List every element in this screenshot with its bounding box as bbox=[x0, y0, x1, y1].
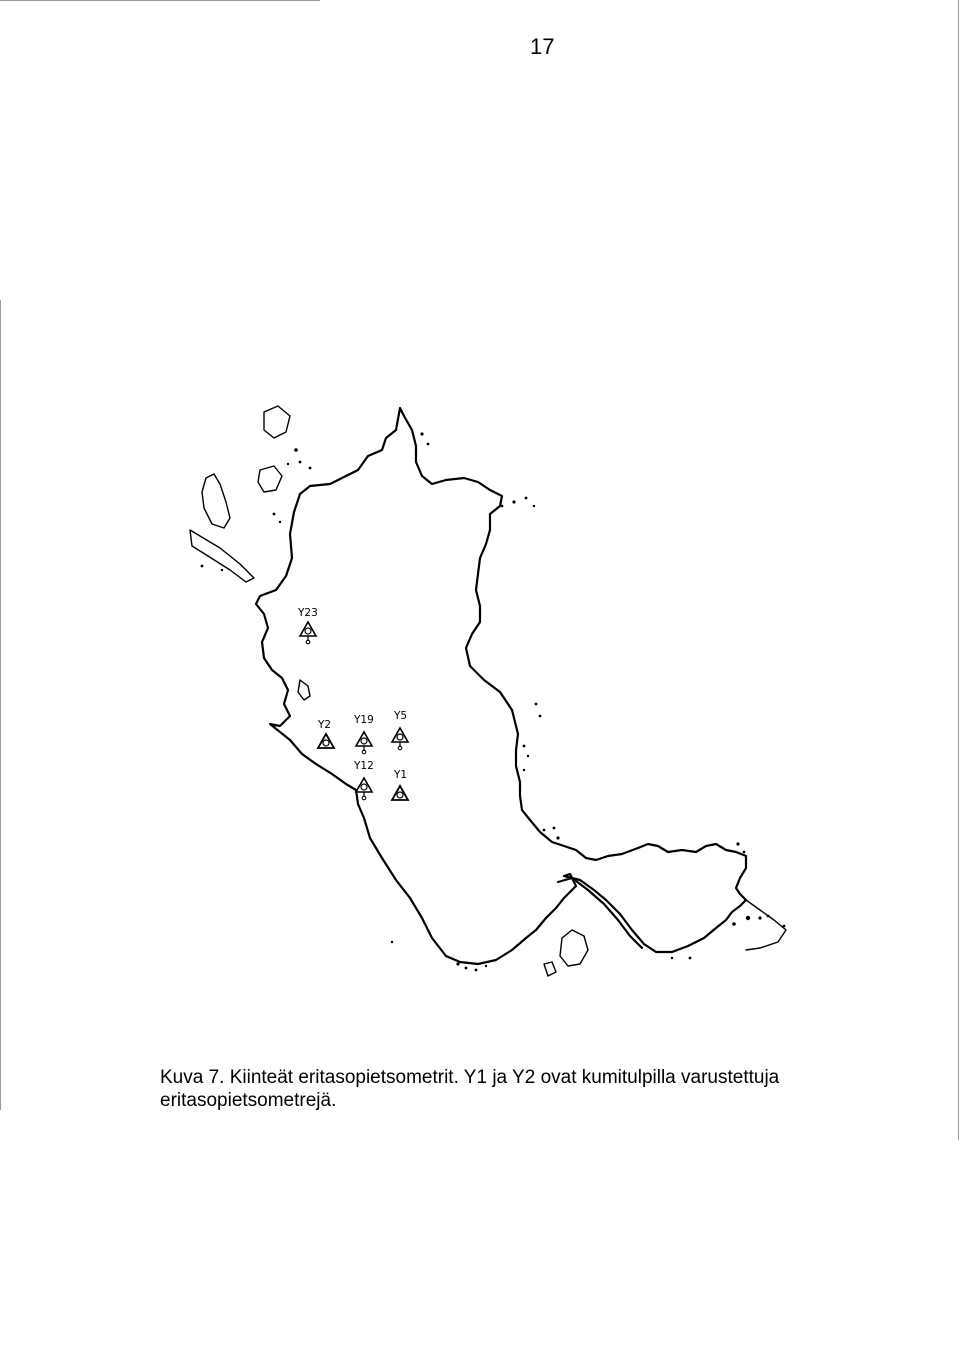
northwest-spit bbox=[190, 530, 254, 582]
west-isle bbox=[298, 680, 310, 700]
scan-edge-right bbox=[958, 0, 959, 1140]
marker-y2-label: Y2 bbox=[318, 719, 332, 731]
lake-shoreline bbox=[256, 408, 746, 964]
page-number: 17 bbox=[530, 34, 555, 59]
marker-y1 bbox=[392, 769, 408, 800]
marker-y1-label: Y1 bbox=[394, 769, 408, 781]
marker-y5 bbox=[392, 710, 408, 750]
scan-edge-top bbox=[0, 0, 320, 1]
south-islet bbox=[544, 962, 556, 976]
southeast-peninsula bbox=[558, 878, 642, 948]
lake-map bbox=[160, 390, 820, 1010]
caption-line-1: Kuva 7. Kiinteät eritasopietsometrit. Y1 ja Y2 ovat kumitulpilla varustettuja bbox=[160, 1067, 780, 1088]
islets bbox=[201, 432, 786, 971]
marker-y19 bbox=[353, 714, 374, 754]
east-shore bbox=[746, 900, 786, 950]
marker-y2 bbox=[317, 719, 334, 748]
marker-y23-label: Y23 bbox=[298, 607, 318, 619]
lake-map-svg bbox=[160, 390, 820, 1010]
south-island bbox=[560, 930, 588, 966]
northwest-isle-3 bbox=[264, 406, 290, 438]
caption-line-2: eritasopietsometrejä. bbox=[160, 1090, 337, 1111]
marker-y23 bbox=[297, 607, 318, 644]
marker-y19-label: Y19 bbox=[354, 714, 374, 726]
figure-caption bbox=[160, 1066, 860, 1112]
marker-y5-label: Y5 bbox=[394, 710, 408, 722]
northwest-isle-2 bbox=[258, 466, 282, 492]
northwest-island bbox=[202, 474, 230, 528]
marker-y12-label: Y12 bbox=[354, 760, 374, 772]
scan-edge-left bbox=[0, 300, 1, 1110]
